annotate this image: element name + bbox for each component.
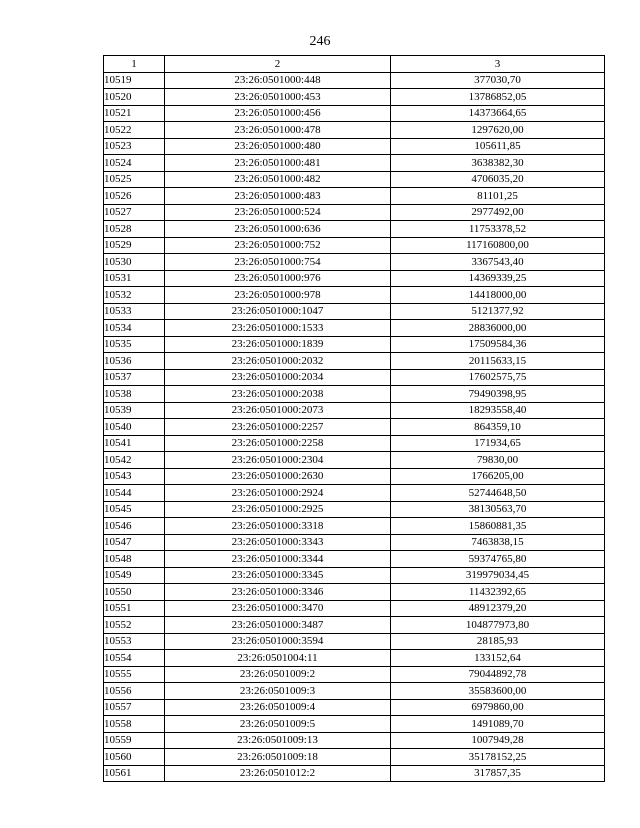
value-cell: 5121377,92 — [391, 303, 605, 320]
row-number-cell: 10524 — [104, 155, 165, 172]
table-row — [104, 254, 605, 271]
row-number-cell: 10526 — [104, 188, 165, 205]
table-row — [104, 221, 605, 238]
value-cell: 52744648,50 — [391, 485, 605, 502]
value-cell: 48912379,20 — [391, 600, 605, 617]
table-row — [104, 551, 605, 568]
table-row — [104, 402, 605, 419]
cadastral-number-cell: 23:26:0501009:3 — [165, 683, 391, 700]
cadastral-number-cell: 23:26:0501000:2925 — [165, 501, 391, 518]
table-row — [104, 320, 605, 337]
cadastral-number-cell: 23:26:0501000:3343 — [165, 534, 391, 551]
row-number-cell: 10531 — [104, 270, 165, 287]
cadastral-number-cell: 23:26:0501009:5 — [165, 716, 391, 733]
table-row — [104, 518, 605, 535]
value-cell: 2977492,00 — [391, 204, 605, 221]
value-cell: 1297620,00 — [391, 122, 605, 139]
value-cell: 319979034,45 — [391, 567, 605, 584]
row-number-cell: 10544 — [104, 485, 165, 502]
table-row — [104, 650, 605, 667]
row-number-cell: 10533 — [104, 303, 165, 320]
value-cell: 1491089,70 — [391, 716, 605, 733]
value-cell: 1007949,28 — [391, 732, 605, 749]
cadastral-number-cell: 23:26:0501009:18 — [165, 749, 391, 766]
row-number-cell: 10521 — [104, 105, 165, 122]
row-number-cell: 10537 — [104, 369, 165, 386]
table-row — [104, 188, 605, 205]
table-row — [104, 155, 605, 172]
table-row — [104, 303, 605, 320]
cadastral-number-cell: 23:26:0501000:2073 — [165, 402, 391, 419]
cadastral-number-cell: 23:26:0501000:978 — [165, 287, 391, 304]
table-row — [104, 336, 605, 353]
value-cell: 3638382,30 — [391, 155, 605, 172]
table-row — [104, 732, 605, 749]
cadastral-number-cell: 23:26:0501000:453 — [165, 89, 391, 106]
row-number-cell: 10536 — [104, 353, 165, 370]
cadastral-number-cell: 23:26:0501000:2032 — [165, 353, 391, 370]
row-number-cell: 10538 — [104, 386, 165, 403]
value-cell: 377030,70 — [391, 72, 605, 89]
table-row — [104, 204, 605, 221]
table-row — [104, 369, 605, 386]
table-row — [104, 468, 605, 485]
cadastral-number-cell: 23:26:0501000:752 — [165, 237, 391, 254]
table-row — [104, 287, 605, 304]
row-number-cell: 10548 — [104, 551, 165, 568]
row-number-cell: 10549 — [104, 567, 165, 584]
value-cell: 14373664,65 — [391, 105, 605, 122]
row-number-cell: 10541 — [104, 435, 165, 452]
value-cell: 35583600,00 — [391, 683, 605, 700]
cadastral-number-cell: 23:26:0501000:478 — [165, 122, 391, 139]
row-number-cell: 10560 — [104, 749, 165, 766]
row-number-cell: 10546 — [104, 518, 165, 535]
row-number-cell: 10530 — [104, 254, 165, 271]
cadastral-number-cell: 23:26:0501000:2630 — [165, 468, 391, 485]
cadastral-number-cell: 23:26:0501000:3318 — [165, 518, 391, 535]
cadastral-number-cell: 23:26:0501000:2258 — [165, 435, 391, 452]
cadastral-number-cell: 23:26:0501000:754 — [165, 254, 391, 271]
value-cell: 6979860,00 — [391, 699, 605, 716]
table-row — [104, 683, 605, 700]
value-cell: 17509584,36 — [391, 336, 605, 353]
value-cell: 20115633,15 — [391, 353, 605, 370]
cadastral-number-cell: 23:26:0501000:456 — [165, 105, 391, 122]
row-number-cell: 10525 — [104, 171, 165, 188]
cadastral-number-cell: 23:26:0501000:2034 — [165, 369, 391, 386]
cadastral-number-cell: 23:26:0501000:524 — [165, 204, 391, 221]
row-number-cell: 10556 — [104, 683, 165, 700]
table-row — [104, 584, 605, 601]
value-cell: 3367543,40 — [391, 254, 605, 271]
row-number-cell: 10522 — [104, 122, 165, 139]
value-cell: 104877973,80 — [391, 617, 605, 634]
value-cell: 38130563,70 — [391, 501, 605, 518]
cadastral-number-cell: 23:26:0501012:2 — [165, 765, 391, 782]
table-row — [104, 749, 605, 766]
cadastral-number-cell: 23:26:0501000:2038 — [165, 386, 391, 403]
table-row — [104, 765, 605, 782]
value-cell: 317857,35 — [391, 765, 605, 782]
cadastral-number-cell: 23:26:0501000:448 — [165, 72, 391, 89]
value-cell: 11753378,52 — [391, 221, 605, 238]
table-row — [104, 699, 605, 716]
value-cell: 171934,65 — [391, 435, 605, 452]
value-cell: 28185,93 — [391, 633, 605, 650]
value-cell: 117160800,00 — [391, 237, 605, 254]
row-number-cell: 10558 — [104, 716, 165, 733]
row-number-cell: 10519 — [104, 72, 165, 89]
row-number-cell: 10555 — [104, 666, 165, 683]
row-number-cell: 10542 — [104, 452, 165, 469]
table-row — [104, 386, 605, 403]
cadastral-number-cell: 23:26:0501000:2304 — [165, 452, 391, 469]
table-row — [104, 171, 605, 188]
cadastral-number-cell: 23:26:0501000:976 — [165, 270, 391, 287]
cadastral-number-cell: 23:26:0501004:11 — [165, 650, 391, 667]
table-row — [104, 419, 605, 436]
column-header-1: 1 — [104, 56, 165, 73]
value-cell: 35178152,25 — [391, 749, 605, 766]
value-cell: 79490398,95 — [391, 386, 605, 403]
table-body — [104, 72, 605, 782]
row-number-cell: 10552 — [104, 617, 165, 634]
table-row — [104, 72, 605, 89]
row-number-cell: 10545 — [104, 501, 165, 518]
row-number-cell: 10553 — [104, 633, 165, 650]
row-number-cell: 10523 — [104, 138, 165, 155]
page-number: 246 — [309, 34, 331, 49]
table-row — [104, 138, 605, 155]
row-number-cell: 10529 — [104, 237, 165, 254]
value-cell: 105611,85 — [391, 138, 605, 155]
cadastral-number-cell: 23:26:0501000:3345 — [165, 567, 391, 584]
cadastral-number-cell: 23:26:0501009:4 — [165, 699, 391, 716]
table-row — [104, 501, 605, 518]
cadastral-number-cell: 23:26:0501000:3346 — [165, 584, 391, 601]
cadastral-number-cell: 23:26:0501000:3470 — [165, 600, 391, 617]
value-cell: 79830,00 — [391, 452, 605, 469]
table-row — [104, 666, 605, 683]
value-cell: 4706035,20 — [391, 171, 605, 188]
row-number-cell: 10543 — [104, 468, 165, 485]
table-row — [104, 105, 605, 122]
table-row — [104, 633, 605, 650]
value-cell: 14418000,00 — [391, 287, 605, 304]
cadastral-number-cell: 23:26:0501009:13 — [165, 732, 391, 749]
table-row — [104, 452, 605, 469]
value-cell: 11432392,65 — [391, 584, 605, 601]
table-row — [104, 89, 605, 106]
table-row — [104, 122, 605, 139]
table-row — [104, 237, 605, 254]
cadastral-number-cell: 23:26:0501000:3594 — [165, 633, 391, 650]
row-number-cell: 10559 — [104, 732, 165, 749]
table-row — [104, 600, 605, 617]
table-row — [104, 716, 605, 733]
value-cell: 133152,64 — [391, 650, 605, 667]
row-number-cell: 10540 — [104, 419, 165, 436]
cadastral-number-cell: 23:26:0501000:482 — [165, 171, 391, 188]
row-number-cell: 10539 — [104, 402, 165, 419]
value-cell: 18293558,40 — [391, 402, 605, 419]
value-cell: 14369339,25 — [391, 270, 605, 287]
row-number-cell: 10557 — [104, 699, 165, 716]
value-cell: 13786852,05 — [391, 89, 605, 106]
cadastral-number-cell: 23:26:0501000:1533 — [165, 320, 391, 337]
table-row — [104, 567, 605, 584]
cadastral-number-cell: 23:26:0501000:636 — [165, 221, 391, 238]
table-row — [104, 435, 605, 452]
row-number-cell: 10551 — [104, 600, 165, 617]
value-cell: 15860881,35 — [391, 518, 605, 535]
row-number-cell: 10528 — [104, 221, 165, 238]
cadastral-number-cell: 23:26:0501000:2257 — [165, 419, 391, 436]
cadastral-number-cell: 23:26:0501009:2 — [165, 666, 391, 683]
cadastral-number-cell: 23:26:0501000:483 — [165, 188, 391, 205]
data-table — [103, 55, 605, 782]
cadastral-number-cell: 23:26:0501000:2924 — [165, 485, 391, 502]
row-number-cell: 10561 — [104, 765, 165, 782]
value-cell: 1766205,00 — [391, 468, 605, 485]
cadastral-number-cell: 23:26:0501000:480 — [165, 138, 391, 155]
table-header-row — [104, 56, 605, 73]
cadastral-number-cell: 23:26:0501000:1047 — [165, 303, 391, 320]
row-number-cell: 10547 — [104, 534, 165, 551]
row-number-cell: 10550 — [104, 584, 165, 601]
column-header-2: 2 — [165, 56, 391, 73]
table-row — [104, 534, 605, 551]
row-number-cell: 10520 — [104, 89, 165, 106]
cadastral-number-cell: 23:26:0501000:3487 — [165, 617, 391, 634]
row-number-cell: 10535 — [104, 336, 165, 353]
value-cell: 79044892,78 — [391, 666, 605, 683]
row-number-cell: 10554 — [104, 650, 165, 667]
value-cell: 81101,25 — [391, 188, 605, 205]
value-cell: 17602575,75 — [391, 369, 605, 386]
row-number-cell: 10527 — [104, 204, 165, 221]
table-row — [104, 270, 605, 287]
table-row — [104, 617, 605, 634]
table-row — [104, 485, 605, 502]
value-cell: 7463838,15 — [391, 534, 605, 551]
cadastral-number-cell: 23:26:0501000:3344 — [165, 551, 391, 568]
cadastral-number-cell: 23:26:0501000:1839 — [165, 336, 391, 353]
value-cell: 59374765,80 — [391, 551, 605, 568]
row-number-cell: 10534 — [104, 320, 165, 337]
column-header-3: 3 — [391, 56, 605, 73]
value-cell: 28836000,00 — [391, 320, 605, 337]
value-cell: 864359,10 — [391, 419, 605, 436]
table-row — [104, 353, 605, 370]
cadastral-number-cell: 23:26:0501000:481 — [165, 155, 391, 172]
row-number-cell: 10532 — [104, 287, 165, 304]
